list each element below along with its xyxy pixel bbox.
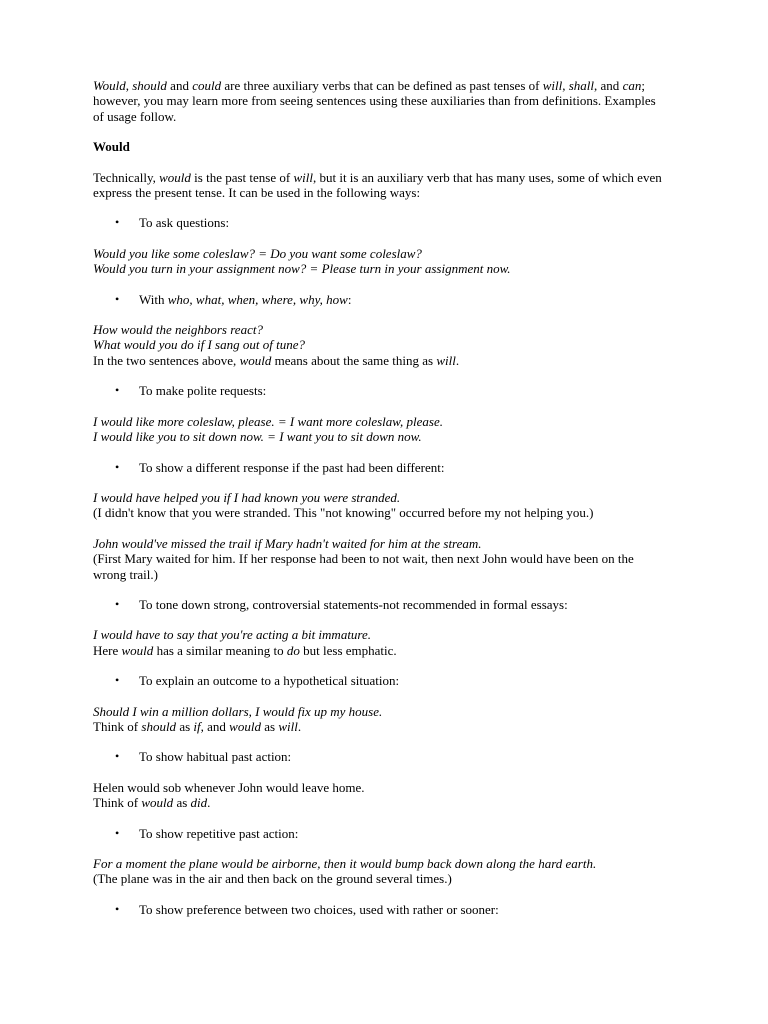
- example-block: How would the neighbors react? What would you do if I sang out of tune? In the two sentences above, would means about the same thing as will.: [93, 322, 460, 368]
- term-shall: shall: [568, 78, 595, 93]
- example-block: Helen would sob whenever John would leave home. Think of would as did.: [93, 779, 365, 811]
- term-should: should: [132, 78, 167, 93]
- document-page: [93, 78, 668, 917]
- term-will: will: [542, 78, 563, 93]
- example-block: I would like more coleslaw, please. = I want more coleslaw, please. I would like you to sit down now. = I want you to sit down now.: [93, 413, 443, 445]
- term-could: could: [192, 78, 222, 93]
- bullet-repetitive-past: • To show repetitive past action:: [115, 825, 299, 841]
- example-block: Would you like some coleslaw? = Do you want some coleslaw? Would you turn in your assignment now? = Please turn in your assignment now.: [93, 245, 511, 277]
- bullet-wh-words: • With who, what, when, where, why, how:: [115, 291, 352, 307]
- bullet-dot: •: [115, 673, 120, 688]
- term-can: can: [622, 78, 642, 93]
- bullet-dot: •: [115, 459, 120, 474]
- bullet-preference: • To show preference between two choices, used with rather or sooner:: [115, 901, 499, 917]
- example-block: Should I win a million dollars, I would fix up my house. Think of should as if, and would as will.: [93, 703, 383, 734]
- example-block: For a moment the plane would be airborne, then it would bump back down along the hard earth. (The plane was in the air and then back on the ground several times.): [93, 856, 597, 887]
- bullet-dot: •: [115, 749, 120, 764]
- bullet-tone-down: • To tone down strong, controversial statements-not recommended in formal essays:: [115, 596, 568, 612]
- bullet-dot: •: [115, 825, 120, 840]
- example-block: I would have to say that you're acting a bit immature. Here would has a similar meaning to do but less emphatic.: [93, 627, 397, 658]
- section-heading: Would: [93, 139, 130, 155]
- example-block: John would've missed the trail if Mary hadn't waited for him at the stream. (First Mary waited for him. If her response had been to not wait, then next John would have been on the wrong trail.): [93, 535, 634, 582]
- bullet-dot: •: [115, 215, 120, 230]
- bullet-hypothetical: • To explain an outcome to a hypothetical situation:: [115, 673, 400, 689]
- bullet-habitual-past: • To show habitual past action:: [115, 749, 292, 765]
- bullet-dot: •: [115, 383, 120, 398]
- technically-paragraph: Technically, would is the past tense of will, but it is an auxiliary verb that has many uses, some of which even express the present tense. It can be used in the following ways:: [93, 169, 662, 201]
- term-would: Would: [93, 78, 126, 93]
- intro-paragraph: Would, should and could are three auxiliary verbs that can be defined as past tenses of will, shall, and can; however, you may learn more from seeing sentences using these auxiliaries than from definitions. Examples of usage follow.: [93, 78, 656, 124]
- bullet-dot: •: [115, 291, 120, 306]
- example-block: I would have helped you if I had known you were stranded. (I didn't know that you were stranded. This "not knowing" occurred before my not helping you.): [93, 489, 594, 521]
- bullet-different-response: • To show a different response if the past had been different:: [115, 459, 445, 475]
- bullet-ask-questions: • To ask questions:: [115, 215, 230, 231]
- bullet-dot: •: [115, 596, 120, 611]
- bullet-polite-requests: • To make polite requests:: [115, 383, 267, 399]
- bullet-dot: •: [115, 901, 120, 916]
